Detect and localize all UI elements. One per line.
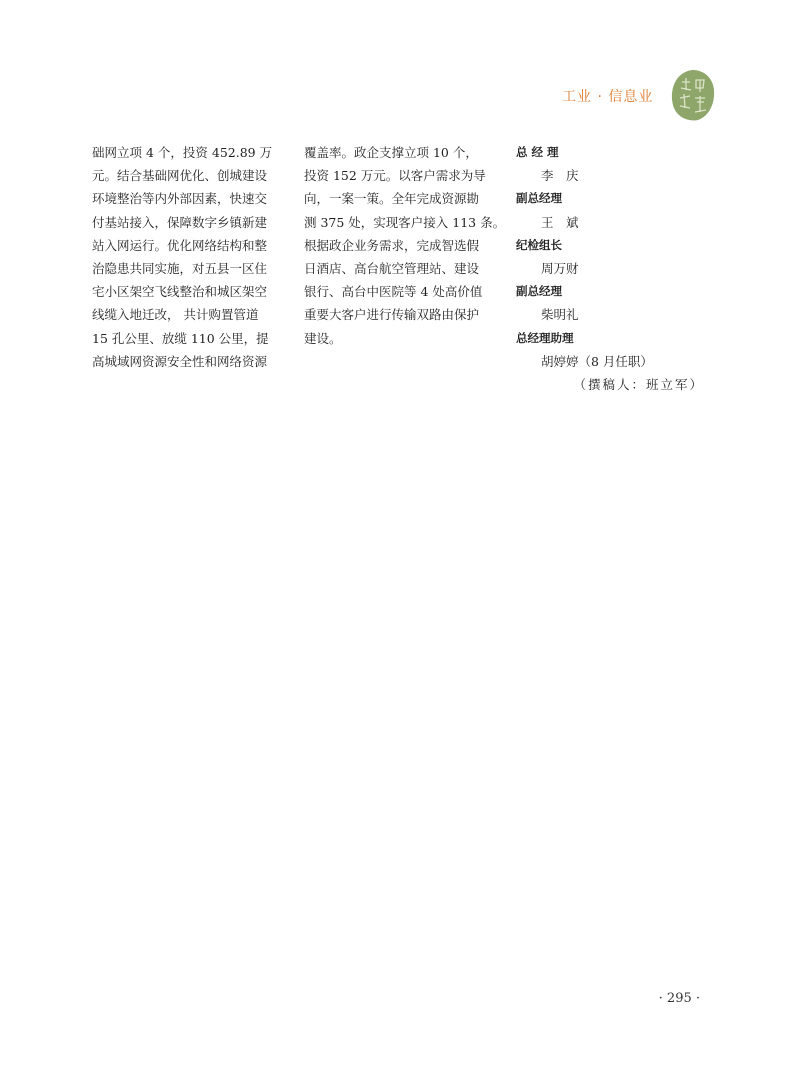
person-name: 王 斌	[541, 214, 579, 230]
person-name: 周万财	[541, 261, 579, 277]
role-title: 副总经理	[516, 284, 562, 299]
text-line: 站入网运行。优化网络结构和整	[92, 237, 268, 253]
text-line: 向，一案一策。全年完成资源勘	[304, 191, 480, 207]
text-line: 测 375 处，实现客户接入 113 条。	[304, 214, 506, 230]
text-column-middle	[304, 141, 506, 350]
text-line: 重要大客户进行传输双路由保护	[304, 307, 480, 323]
text-line: 日酒店、高台航空管理站、建设	[304, 261, 480, 277]
person-name: 李 庆	[541, 168, 579, 184]
section-title: 工业 · 信息业	[562, 89, 654, 105]
text-line: 高城域网资源安全性和网络资源	[92, 353, 268, 369]
person-name: 柴明礼	[541, 307, 579, 323]
text-line: 础网立项 4 个，投资 452.89 万	[92, 145, 273, 160]
text-column-left	[92, 141, 285, 373]
role-title: 副总经理	[516, 191, 562, 206]
author-credit: （撰稿人：班立军）	[573, 377, 704, 393]
text-line: 元。结合基础网优化、创城建设	[92, 168, 268, 184]
text-line: 宅小区架空飞线整治和城区架空	[92, 284, 268, 300]
text-line: 治隐患共同实施，对五县一区住	[92, 261, 268, 277]
role-title: 总 经 理	[516, 145, 559, 159]
leadership-list	[516, 141, 716, 396]
role-title: 总经理助理	[516, 330, 574, 345]
page-number: · 295 ·	[658, 991, 700, 1006]
text-line: 投资 152 万元。以客户需求为导	[304, 168, 486, 184]
text-line: 建设。	[304, 330, 342, 346]
seal-stamp-icon	[670, 68, 716, 122]
text-line: 覆盖率。政企支撑立项 10 个，	[304, 145, 478, 160]
text-line: 线缆入地迁改， 共计购置管道	[92, 307, 259, 323]
text-line: 付基站接入，保障数字乡镇新建	[92, 214, 268, 230]
text-line: 15 孔公里、放缆 110 公里，提	[92, 330, 269, 346]
person-name: 胡婷婷（8 月任职）	[541, 353, 653, 369]
text-line: 根据政企业务需求，完成智选假	[304, 237, 480, 253]
text-line: 环境整治等内外部因素，快速交	[92, 191, 268, 207]
role-title: 纪检组长	[516, 237, 562, 252]
text-line: 银行、高台中医院等 4 处高价值	[304, 284, 483, 300]
